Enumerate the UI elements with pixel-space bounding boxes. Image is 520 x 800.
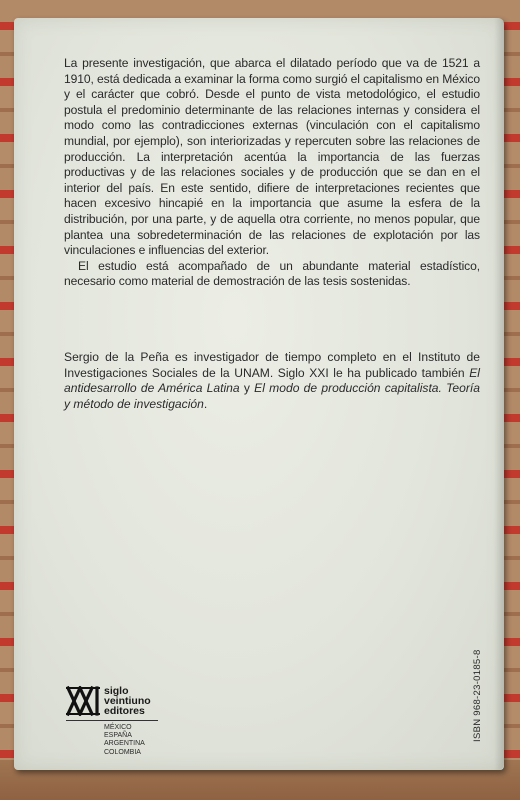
author-text-1: Sergio de la Peña es investigador de tiempo completo en el Instituto de Investigaciones Sociales de la UNAM. Siglo XXI le ha publicado también [64,350,480,380]
blurb-paragraph-1: La presente investigación, que abarca el dilatado período que va de 1521 a 1910, está dedicada a examinar la forma como surgió el capitalismo en México y el carácter que cobró. Desde el punto de vista metodológico, el estudio postula el predominio determinante de las relaciones internas y considera el modo como las contradicciones externas (vinculación con el capitalismo mundial, por ejemplo), son interiorizadas y repercuten sobre las relaciones de producción. La interpretación acentúa la importancia de las fuerzas productivas y de las relaciones sociales y de producción que se dan en el interior del país. En este sentido, difiere de interpretaciones recientes que hacen excesivo hincapié en la importancia que asume la esfera de la distribución, por una parte, y de aquella otra corriente, no menos popular, que plantea una sobredeterminación de las relaciones de explotación por las vinculaciones e influencias del exterior. [64,56,480,258]
publisher-logo [66,678,176,758]
book-back-cover [14,18,504,770]
author-text-2: y [239,381,255,396]
publisher-name [104,686,184,716]
publisher-name-line-2: veintiuno [104,695,151,707]
publisher-name-line-1: siglo [104,685,129,697]
isbn-label: ISBN 968-23-0185-8 [472,649,483,742]
publisher-name-line-3: editores [104,705,145,717]
city-2: ESPAÑA [104,732,132,740]
logo-divider [66,720,158,721]
publisher-cities [104,724,184,757]
author-text-3: . [203,396,208,411]
book-title-2: El modo de producción capitalista. Teoría y método de investigación [64,381,480,411]
city-1: MÉXICO [104,724,132,731]
city-4: COLOMBIA [104,748,141,756]
author-bio-paragraph [64,350,480,412]
city-3: ARGENTINA [104,740,145,748]
author-bio [64,350,480,412]
siglo-xxi-logo-icon [66,684,100,718]
book-title-1: El antidesarrollo de América Latina [64,365,480,396]
back-cover-blurb [64,56,480,290]
blurb-paragraph-2: El estudio está acompañado de un abundante material estadístico, necesario como material de demostración de las tesis sostenidas. [64,258,480,289]
